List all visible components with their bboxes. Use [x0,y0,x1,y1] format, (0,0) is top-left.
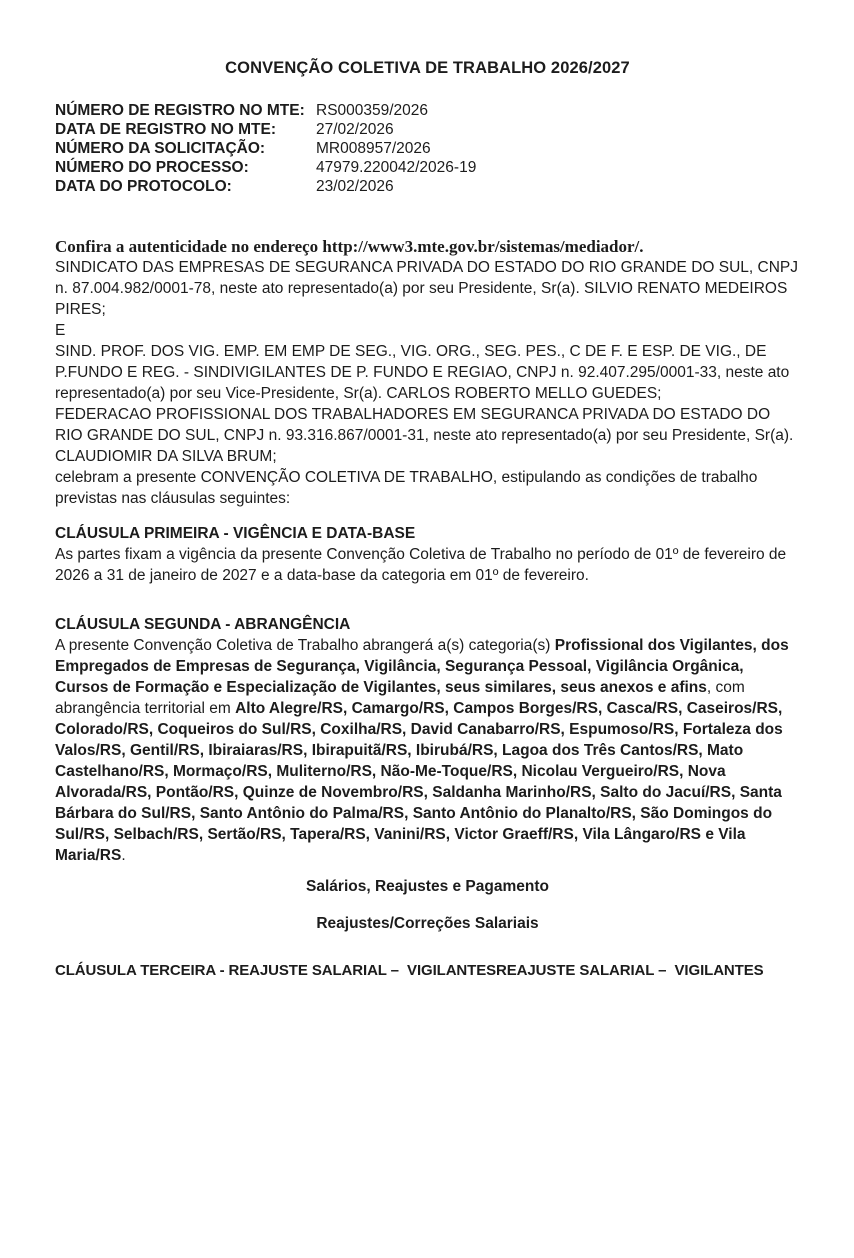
registration-block [55,101,800,196]
document-page [0,58,854,1258]
clause-second-body [55,635,800,866]
registration-value: MR008957/2026 [316,140,431,157]
section-subgroup-heading: Reajustes/Correções Salariais [316,915,539,932]
registration-row-data-registro [55,120,800,139]
clause-first-heading: CLÁUSULA PRIMEIRA - VIGÊNCIA E DATA-BASE [55,525,416,542]
registration-row-numero-registro [55,101,800,120]
scope-territories-text: Alto Alegre/RS, Camargo/RS, Campos Borges/RS, Casca/RS, Caseiros/RS, Colorado/RS, Coqueiros do Sul/RS, Coxilha/RS, David Canabarro/RS, Espumoso/RS, Fortaleza dos Valos/RS, Gentil/RS, Ibiraiaras/RS, Ibirapuitã/RS, Ibirubá/RS, Lagoa dos Três Cantos/RS, Mato Castelhano/RS, Mormaço/RS, Muliterno/RS, Não-Me-Toque/RS, Nicolau Vergueiro/RS, Nova Alvorada/RS, Pontão/RS, Quinze de Novembro/RS, Saldanha Marinho/RS, Salto do Jacuí/RS, Santa Bárbara do Sul/RS, Santo Antônio do Palma/RS, Santo Antônio do Planalto/RS, São Domingos do Sul/RS, Selbach/RS, Sertão/RS, Tapera/RS, Vanini/RS, Victor Graeff/RS, Vila Lângaro/RS e Vila Maria/RS [55,700,783,864]
clause-first-body: As partes fixam a vigência da presente Convenção Coletiva de Trabalho no período de 01º de fevereiro de 2026 a 31 de janeiro de 2027 e a data-base da categoria em 01º de fevereiro. [55,546,787,584]
authenticity-notice: Confira a autenticidade no endereço http://www3.mte.gov.br/sistemas/mediador/. [55,237,644,256]
conjunction-e: E [55,322,66,339]
clause-second-heading: CLÁUSULA SEGUNDA - ABRANGÊNCIA [55,616,351,633]
clause-third-heading: CLÁUSULA TERCEIRA - REAJUSTE SALARIAL – VIGILANTESREAJUSTE SALARIAL – VIGILANTES [55,962,764,979]
registration-row-data-protocolo [55,177,800,196]
registration-row-numero-solicitacao [55,139,800,158]
registration-value: 23/02/2026 [316,178,394,195]
registration-label: DATA DO PROTOCOLO: [55,178,232,195]
registration-label: NÚMERO DA SOLICITAÇÃO: [55,140,266,157]
registration-label: DATA DE REGISTRO NO MTE: [55,121,277,138]
registration-label: NÚMERO DO PROCESSO: [55,159,249,176]
scope-connector-text: , com abrangência territorial em [55,679,745,717]
registration-value: 47979.220042/2026-19 [316,159,477,176]
scope-intro-text: A presente Convenção Coletiva de Trabalho abrangerá a(s) categoria(s) [55,637,555,654]
section-group-heading: Salários, Reajustes e Pagamento [306,878,549,895]
party-employer-paragraph: SINDICATO DAS EMPRESAS DE SEGURANCA PRIVADA DO ESTADO DO RIO GRANDE DO SUL, CNPJ n. 87.004.982/0001-78, neste ato representado(a) por seu Presidente, Sr(a). SILVIO RENATO MEDEIROS PIRES; [55,259,798,318]
scope-terminator-text: . [121,847,126,864]
registration-value: RS000359/2026 [316,102,429,119]
registration-row-numero-processo [55,158,800,177]
party-union-paragraph: SIND. PROF. DOS VIG. EMP. EM EMP DE SEG., VIG. ORG., SEG. PES., C DE F. E ESP. DE VIG., DE P.FUNDO E REG. - SINDIVIGILANTES DE P. FUNDO E REGIAO, CNPJ n. 92.407.295/0001-33, neste ato representado(a) por seu Vice-Presidente, Sr(a). CARLOS ROBERTO MELLO GUEDES; [55,343,790,402]
registration-label: NÚMERO DE REGISTRO NO MTE: [55,102,305,119]
preamble-paragraph: celebram a presente CONVENÇÃO COLETIVA DE TRABALHO, estipulando as condições de trabalho previstas nas cláusulas seguintes: [55,469,758,507]
document-title: CONVENÇÃO COLETIVA DE TRABALHO 2026/2027 [225,59,630,77]
registration-value: 27/02/2026 [316,121,394,138]
party-federation-paragraph: FEDERACAO PROFISSIONAL DOS TRABALHADORES EM SEGURANCA PRIVADA DO ESTADO DO RIO GRANDE DO SUL, CNPJ n. 93.316.867/0001-31, neste ato representado(a) por seu Presidente, Sr(a). CLAUDIOMIR DA SILVA BRUM; [55,406,794,465]
scope-categories-text: Profissional dos Vigilantes, dos Empregados de Empresas de Segurança, Vigilância, Segurança Pessoal, Vigilância Orgânica, Cursos de Formação e Especialização de Vigilantes, seus similares, seus anexos e afins [55,637,789,696]
